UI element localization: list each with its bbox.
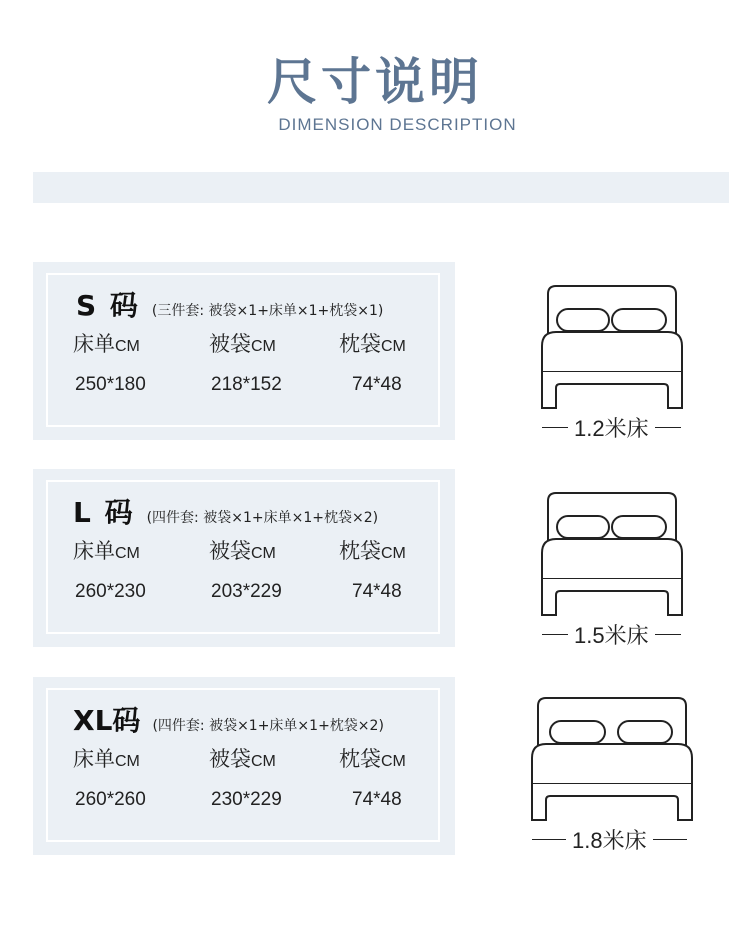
- pillow-label: 枕袋CM: [339, 747, 406, 771]
- pillow-value: 74*48: [352, 789, 402, 810]
- pillow-value: 74*48: [352, 581, 402, 602]
- duvet-value: 230*229: [211, 789, 282, 810]
- size-note: (三件套: 被袋×1+床单×1+枕袋×1): [151, 303, 384, 319]
- page-title: 尺寸说明: [267, 53, 483, 111]
- size-card-l: [33, 469, 455, 647]
- size-code: L 码: [73, 496, 135, 529]
- duvet-value: 218*152: [211, 374, 282, 395]
- bed-1-2m-icon: [540, 284, 684, 412]
- bed-1-8m-icon: [530, 696, 694, 824]
- pillow-value: 74*48: [352, 374, 402, 395]
- size-card-s: [33, 262, 455, 440]
- duvet-label: 被袋CM: [209, 539, 276, 563]
- sheet-label: 床单CM: [73, 539, 140, 563]
- bed-size-label: 1.8米床: [532, 824, 687, 855]
- duvet-label: 被袋CM: [209, 332, 276, 356]
- bed-size-label: 1.2米床: [542, 412, 681, 443]
- sheet-label: 床单CM: [73, 332, 140, 356]
- size-note: (四件套: 被袋×1+床单×1+枕袋×2): [146, 510, 379, 526]
- sheet-value: 260*260: [75, 789, 146, 810]
- page-subtitle: DIMENSION DESCRIPTION: [278, 115, 517, 134]
- bed-1-5m-icon: [540, 491, 684, 619]
- sheet-value: 250*180: [75, 374, 146, 395]
- size-code: S 码: [76, 289, 140, 322]
- size-card-xl: [33, 677, 455, 855]
- pillow-label: 枕袋CM: [339, 539, 406, 563]
- duvet-value: 203*229: [211, 581, 282, 602]
- divider-band: [33, 172, 729, 203]
- bed-size-label: 1.5米床: [542, 619, 681, 650]
- sheet-label: 床单CM: [73, 747, 140, 771]
- size-note: (四件套: 被袋×1+床单×1+枕袋×2): [152, 718, 384, 734]
- sheet-value: 260*230: [75, 581, 146, 602]
- size-code: XL码: [73, 704, 141, 737]
- pillow-label: 枕袋CM: [339, 332, 406, 356]
- duvet-label: 被袋CM: [209, 747, 276, 771]
